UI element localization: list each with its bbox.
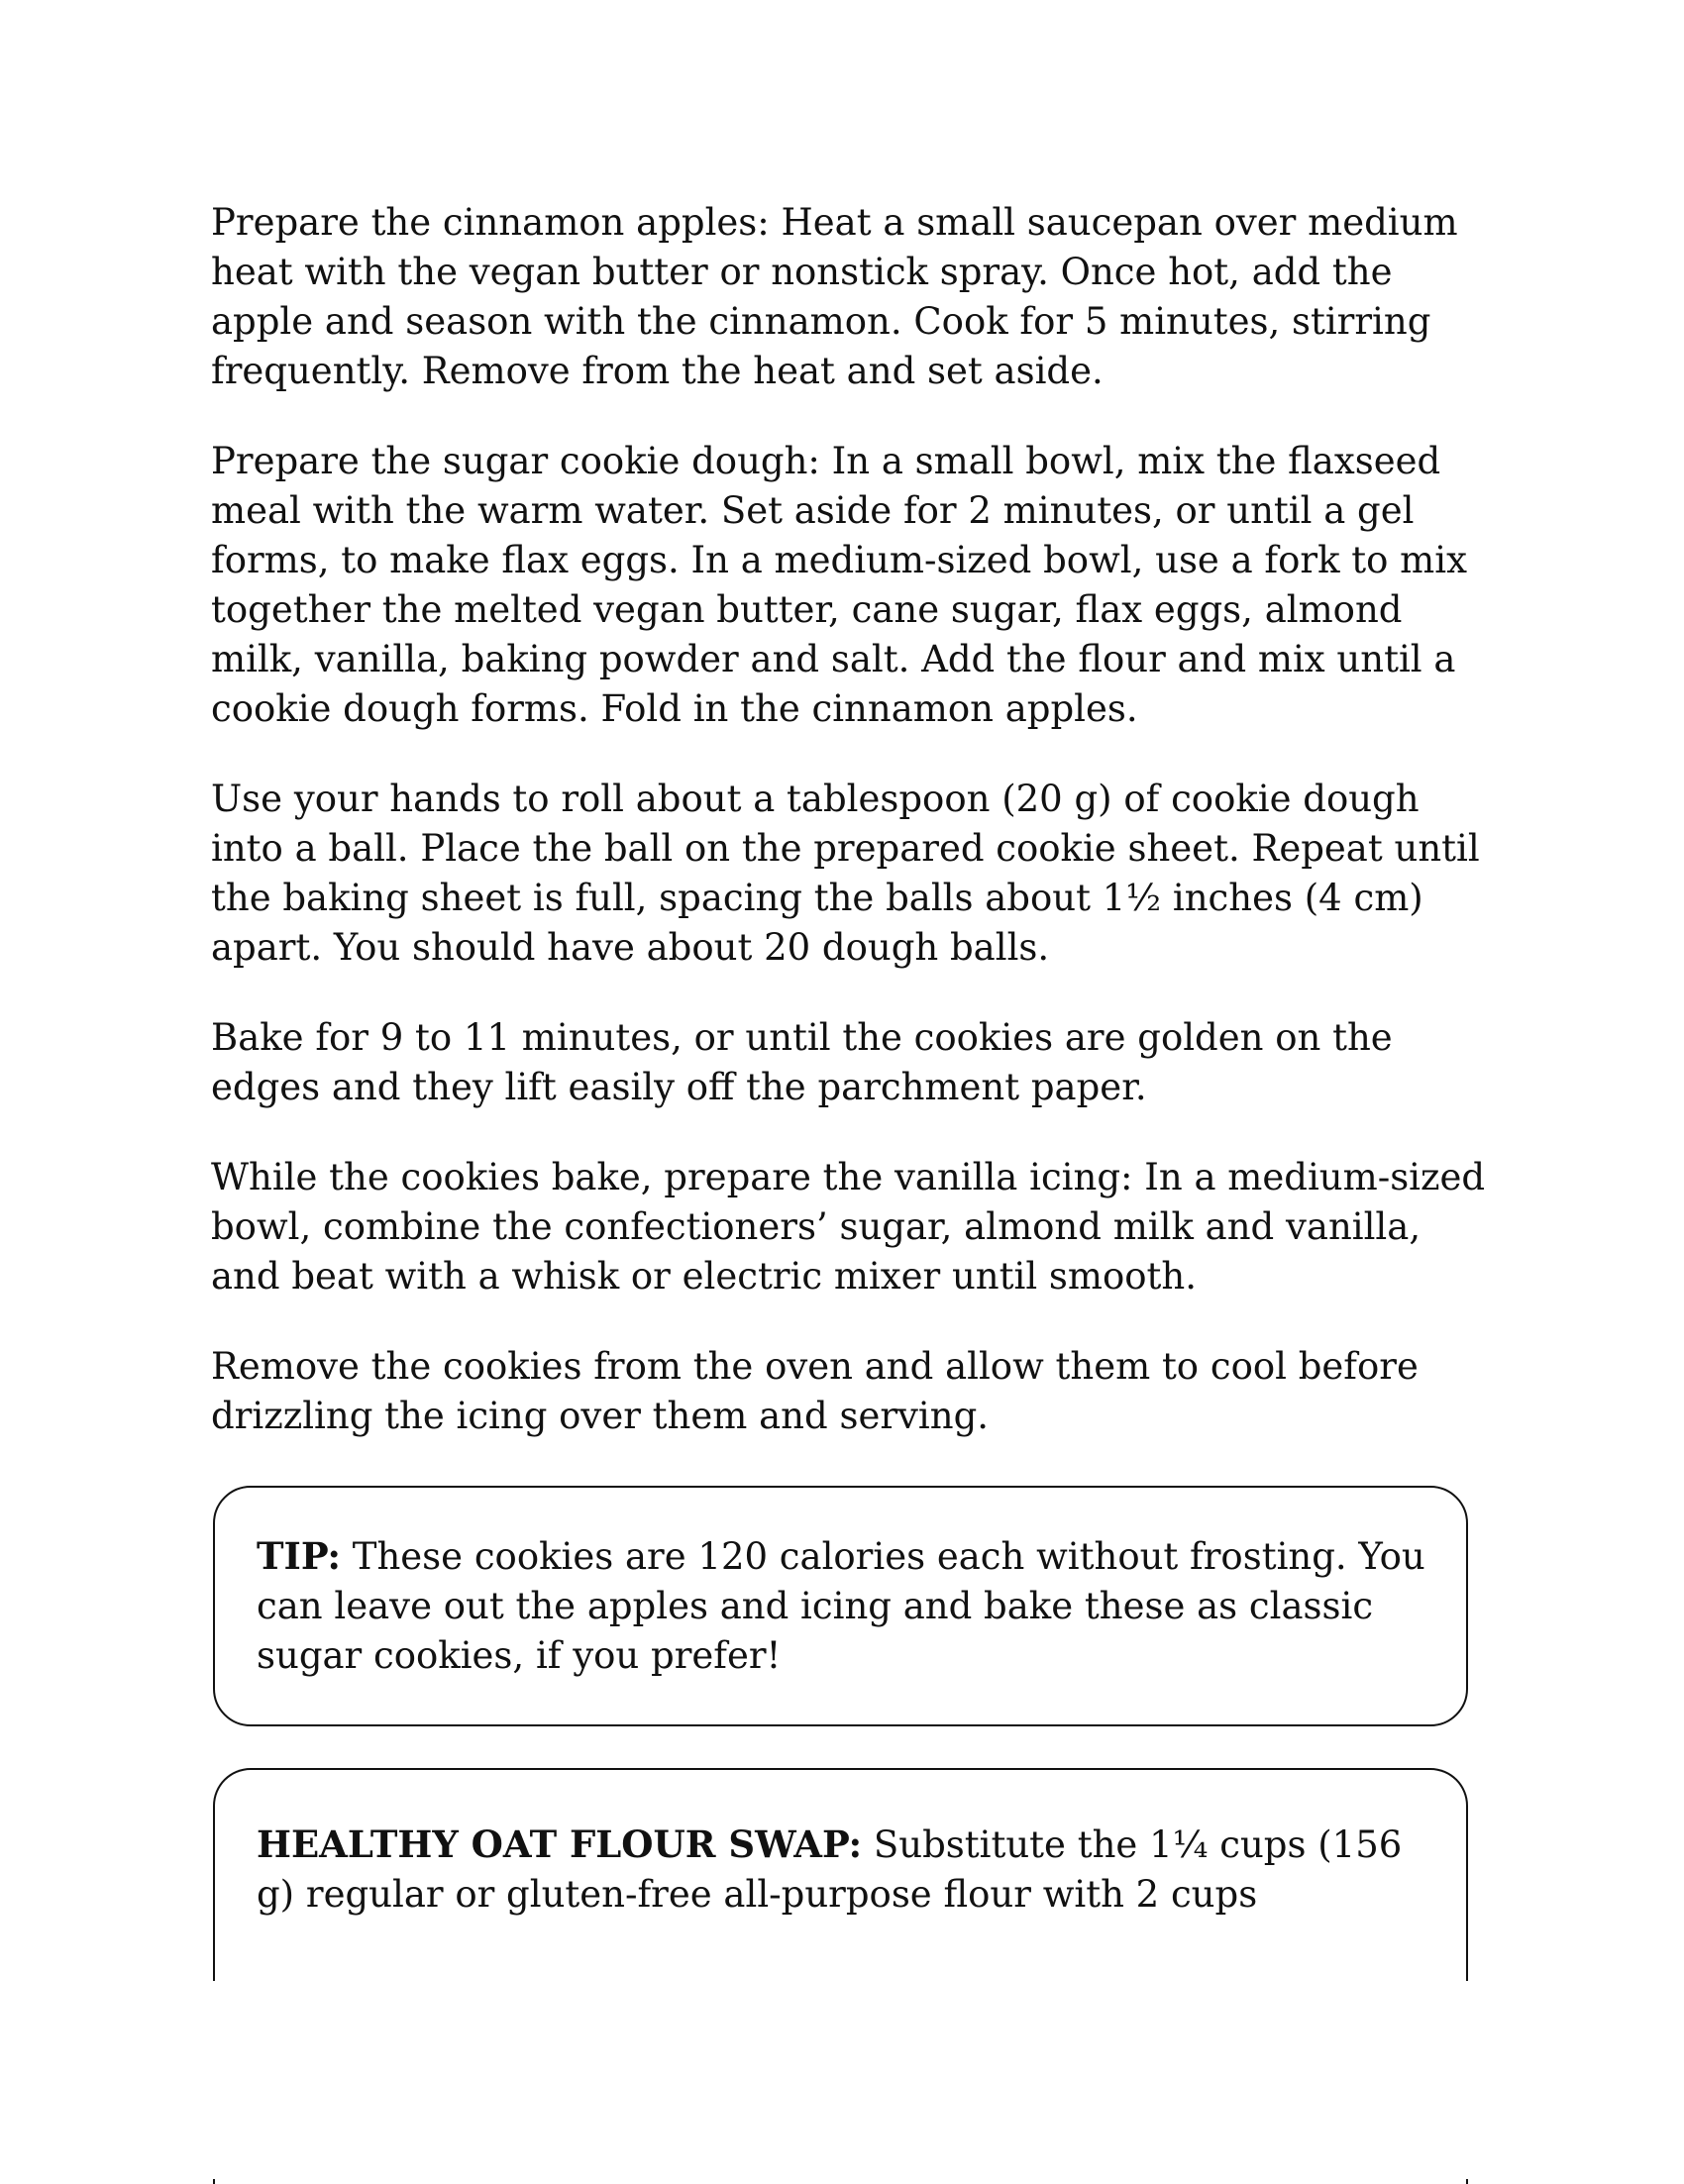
swap-text: Substitute the 1¼ cups (156 g) regular or gluten-free all-purpose flour with 2 cups	[257, 1823, 1403, 1916]
swap-label: HEALTHY OAT FLOUR SWAP:	[257, 1822, 863, 1866]
step-cool-and-serve: Remove the cookies from the oven and allow them to cool before drizzling the icing over them and serving.	[211, 1345, 1419, 1437]
tip-callout-box	[213, 1486, 1468, 1726]
tip-label: TIP:	[257, 1534, 342, 1578]
step-vanilla-icing: While the cookies bake, prepare the vanilla icing: In a medium-sized bowl, combine the confectioners’ sugar, almond milk and vanilla, and beat with a whisk or electric mixer until smooth.	[211, 1156, 1486, 1298]
step-sugar-cookie-dough: Prepare the sugar cookie dough: In a small bowl, mix the flaxseed meal with the warm water. Set aside for 2 minutes, or until a gel forms, to make flax eggs. In a medium-sized bowl, use a fork to mix together the melted vegan butter, cane sugar, flax eggs, almond milk, vanilla, baking powder and salt. Add the flour and mix until a cookie dough forms. Fold in the cinnamon apples.	[211, 440, 1467, 730]
step-cinnamon-apples: Prepare the cinnamon apples: Heat a small saucepan over medium heat with the vegan butter or nonstick spray. Once hot, add the apple and season with the cinnamon. Cook for 5 minutes, stirring frequently. Remove from the heat and set aside.	[211, 201, 1458, 392]
recipe-instructions	[211, 198, 1489, 1482]
step-bake: Bake for 9 to 11 minutes, or until the cookies are golden on the edges and they lift easily off the parchment paper.	[211, 1016, 1393, 1108]
step-roll-dough-balls: Use your hands to roll about a tablespoon (20 g) of cookie dough into a ball. Place the ball on the prepared cookie sheet. Repeat until the baking sheet is full, spacing the balls about 1½ inches (4 cm) apart. You should have about 20 dough balls.	[211, 778, 1480, 969]
tip-text: These cookies are 120 calories each without frosting. You can leave out the apples and icing and bake these as classic sugar cookies, if you prefer!	[257, 1535, 1425, 1677]
page-bottom-margin	[0, 1981, 1684, 2179]
